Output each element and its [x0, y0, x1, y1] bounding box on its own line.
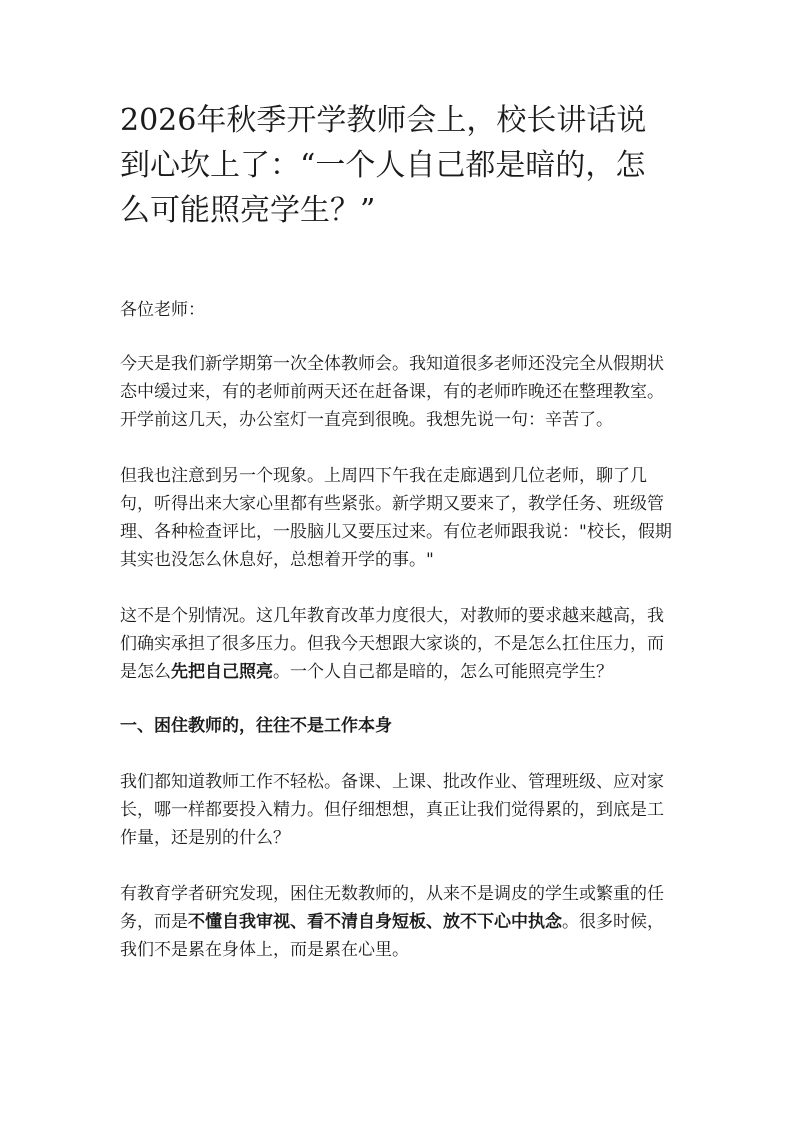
paragraph-5-emphasis: 不懂自我审视、看不清自身短板、放不下心中执念 [188, 912, 562, 932]
section-heading-1: 一、困住教师的，往往不是工作本身 [120, 716, 392, 736]
article-title: 2026年秋季开学教师会上，校长讲话说到心坎上了：“一个人自己都是暗的，怎么可能照亮学生？” [120, 103, 647, 228]
paragraph-3-text-before: 这不是个别情况。这几年教育改革力度很大，对教师的要求越来越高，我们确实承担了很多压力。但我今天想跟大家谈的，不是怎么扛住压力，而是怎么 [120, 606, 664, 682]
paragraph-5-text-before: 有教育学者研究发现，困住无数教师的，从来不是调皮的学生或繁重的任务，而是 [120, 884, 664, 932]
paragraph-3 [120, 602, 672, 686]
paragraph-3-text-after: 。一个人自己都是暗的，怎么可能照亮学生？ [273, 662, 613, 682]
paragraph-5-text-after: 。很多时候，我们不是累在身体上，而是累在心里。 [120, 912, 664, 960]
paragraph-5 [120, 880, 672, 964]
document-page [120, 98, 672, 964]
salutation: 各位老师： [120, 300, 205, 320]
paragraph-3-emphasis: 先把自己照亮 [171, 662, 273, 682]
paragraph-4: 我们都知道教师工作不轻松。备课、上课、批改作业、管理班级、应对家长，哪一样都要投入精力。但仔细想想，真正让我们觉得累的，到底是工作量，还是别的什么？ [120, 772, 664, 848]
paragraph-2: 但我也注意到另一个现象。上周四下午我在走廊遇到几位老师，聊了几句，听得出来大家心里都有些紧张。新学期又要来了，教学任务、班级管理、各种检查评比，一股脑儿又要压过来。有位老师跟我说："校长，假期其实也没怎么休息好，总想着开学的事。" [120, 466, 672, 570]
paragraph-1: 今天是我们新学期第一次全体教师会。我知道很多老师还没完全从假期状态中缓过来，有的老师前两天还在赶备课，有的老师昨晚还在整理教室。开学前这几天，办公室灯一直亮到很晚。我想先说一句：辛苦了。 [120, 354, 664, 430]
